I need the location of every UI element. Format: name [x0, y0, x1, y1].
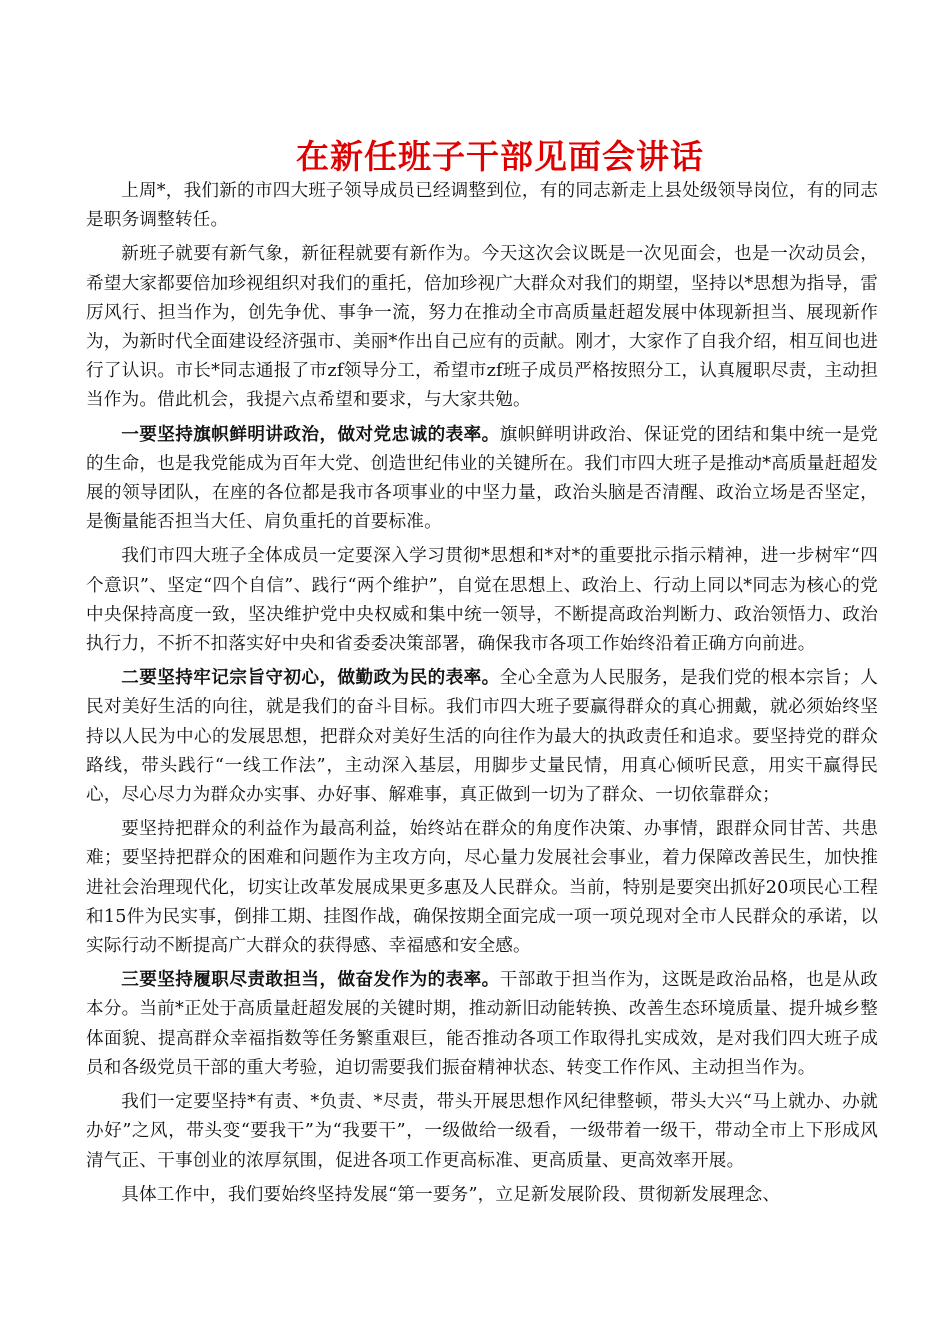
paragraph-text: 我们市四大班子全体成员一定要深入学习贯彻*思想和*对*的重要批示指示精神，进一步树牢“四个意识”、坚定“四个自信”、践行“两个维护”，自觉在思想上、政治上、行动上同以*同志为核心的党中央保持高度一致，坚决维护党中央权威和集中统一领导，不断提高政治判断力、政治领悟力、政治执行力，不折不扣落实好中央和省委委决策部署，确保我市各项工作始终沿着正确方向前进。	[86, 546, 878, 655]
paragraph-9	[86, 1180, 878, 1210]
paragraph-text: 具体工作中，我们要始终坚持发展“第一要务”，立足新发展阶段、贯彻新发展理念、	[121, 1184, 781, 1205]
paragraph-lead: 三要坚持履职尽责敢担当，做奋发作为的表率。	[121, 969, 500, 991]
paragraph-text: 上周*，我们新的市四大班子领导成员已经调整到位，有的同志新走上县处级领导岗位，有的同志是职务调整转任。	[86, 181, 878, 231]
paragraph-text: 干部敢于担当作为，这既是政治品格，也是从政本分。当前*正处于高质量赶超发展的关键时期，推动新旧动能转换、改善生态环境质量、提升城乡整体面貌、提高群众幸福指数等任务繁重艰巨，能否推动各项工作取得扎实成效，是对我们四大班子成员和各级党员干部的重大考验，迫切需要我们振奋精神状态、转变工作作风、主动担当作为。	[86, 970, 879, 1078]
paragraph-5	[86, 663, 878, 810]
paragraph-text: 全心全意为人民服务，是我们党的根本宗旨；人民对美好生活的向往，就是我们的奋斗目标。我们市四大班子要赢得群众的真心拥戴，就必须始终坚持以人民为中心的发展思想，把群众对美好生活的向往作为最大的执政责任和追求。要坚持党的群众路线，带头践行“一线工作法”，主动深入基层，用脚步丈量民情，用真心倾听民意，用实干赢得民心，尽心尽力为群众办实事、办好事、解难事，真正做到一切为了群众、一切依靠群众；	[86, 668, 879, 806]
paragraph-text: 我们一定要坚持*有责、*负责、*尽责，带头开展思想作风纪律整顿，带头大兴“马上就办、办就办好”之风，带头变“要我干”为“我要干”，一级做给一级看，一级带着一级干，带动全市上下形成风清气正、干事创业的浓厚氛围，促进各项工作更高标准、更高质量、更高效率开展。	[86, 1092, 878, 1171]
paragraph-lead: 二要坚持牢记宗旨守初心，做勤政为民的表率。	[121, 667, 500, 689]
paragraph-4	[86, 541, 878, 659]
paragraph-8	[86, 1087, 878, 1176]
page-title: 在新任班子干部见面会讲话	[296, 137, 704, 176]
paragraph-6	[86, 814, 878, 961]
paragraph-text: 新班子就要有新气象，新征程就要有新作为。今天这次会议既是一次见面会，也是一次动员会，希望大家都要倍加珍视组织对我们的重托，倍加珍视广大群众对我们的期望，坚持以*思想为指导，雷厉风行、担当作为，创先争优、事争一流，努力在推动全市高质量赶超发展中体现新担当、展现新作为，为新时代全面建设经济强市、美丽*作出自己应有的贡献。刚才，大家作了自我介绍，相互间也进行了认识。市长*同志通报了市zf领导分工，希望市zf班子成员严格按照分工，认真履职尽责，主动担当作为。借此机会，我提六点希望和要求，与大家共勉。	[86, 244, 878, 411]
document-body	[86, 176, 878, 1214]
paragraph-2	[86, 239, 878, 415]
paragraph-text: 要坚持把群众的利益作为最高利益，始终站在群众的角度作决策、办事情，跟群众同甘苦、共患难；要坚持把群众的困难和问题作为主攻方向，尽心量力发展社会事业，着力保障改善民生，加快推进社会治理现代化，切实让改革发展成果更多惠及人民群众。当前，特别是要突出抓好20项民心工程和15件为民实事，倒排工期、挂图作战，确保按期全面完成一项一项兑现对全市人民群众的承诺，以实际行动不断提高广大群众的获得感、幸福感和安全感。	[86, 819, 878, 957]
paragraph-7	[86, 965, 878, 1083]
paragraph-3	[86, 420, 878, 538]
paragraph-lead: 一要坚持旗帜鲜明讲政治，做对党忠诚的表率。	[121, 423, 500, 445]
paragraph-1	[86, 176, 878, 235]
paragraph-text: 旗帜鲜明讲政治、保证党的团结和集中统一是党的生命，也是我党能成为百年大党、创造世纪伟业的关键所在。我们市四大班子是推动*高质量赶超发展的领导团队，在座的各位都是我市各项事业的中坚力量，政治头脑是否清醒、政治立场是否坚定，是衡量能否担当大任、肩负重托的首要标准。	[86, 424, 879, 533]
